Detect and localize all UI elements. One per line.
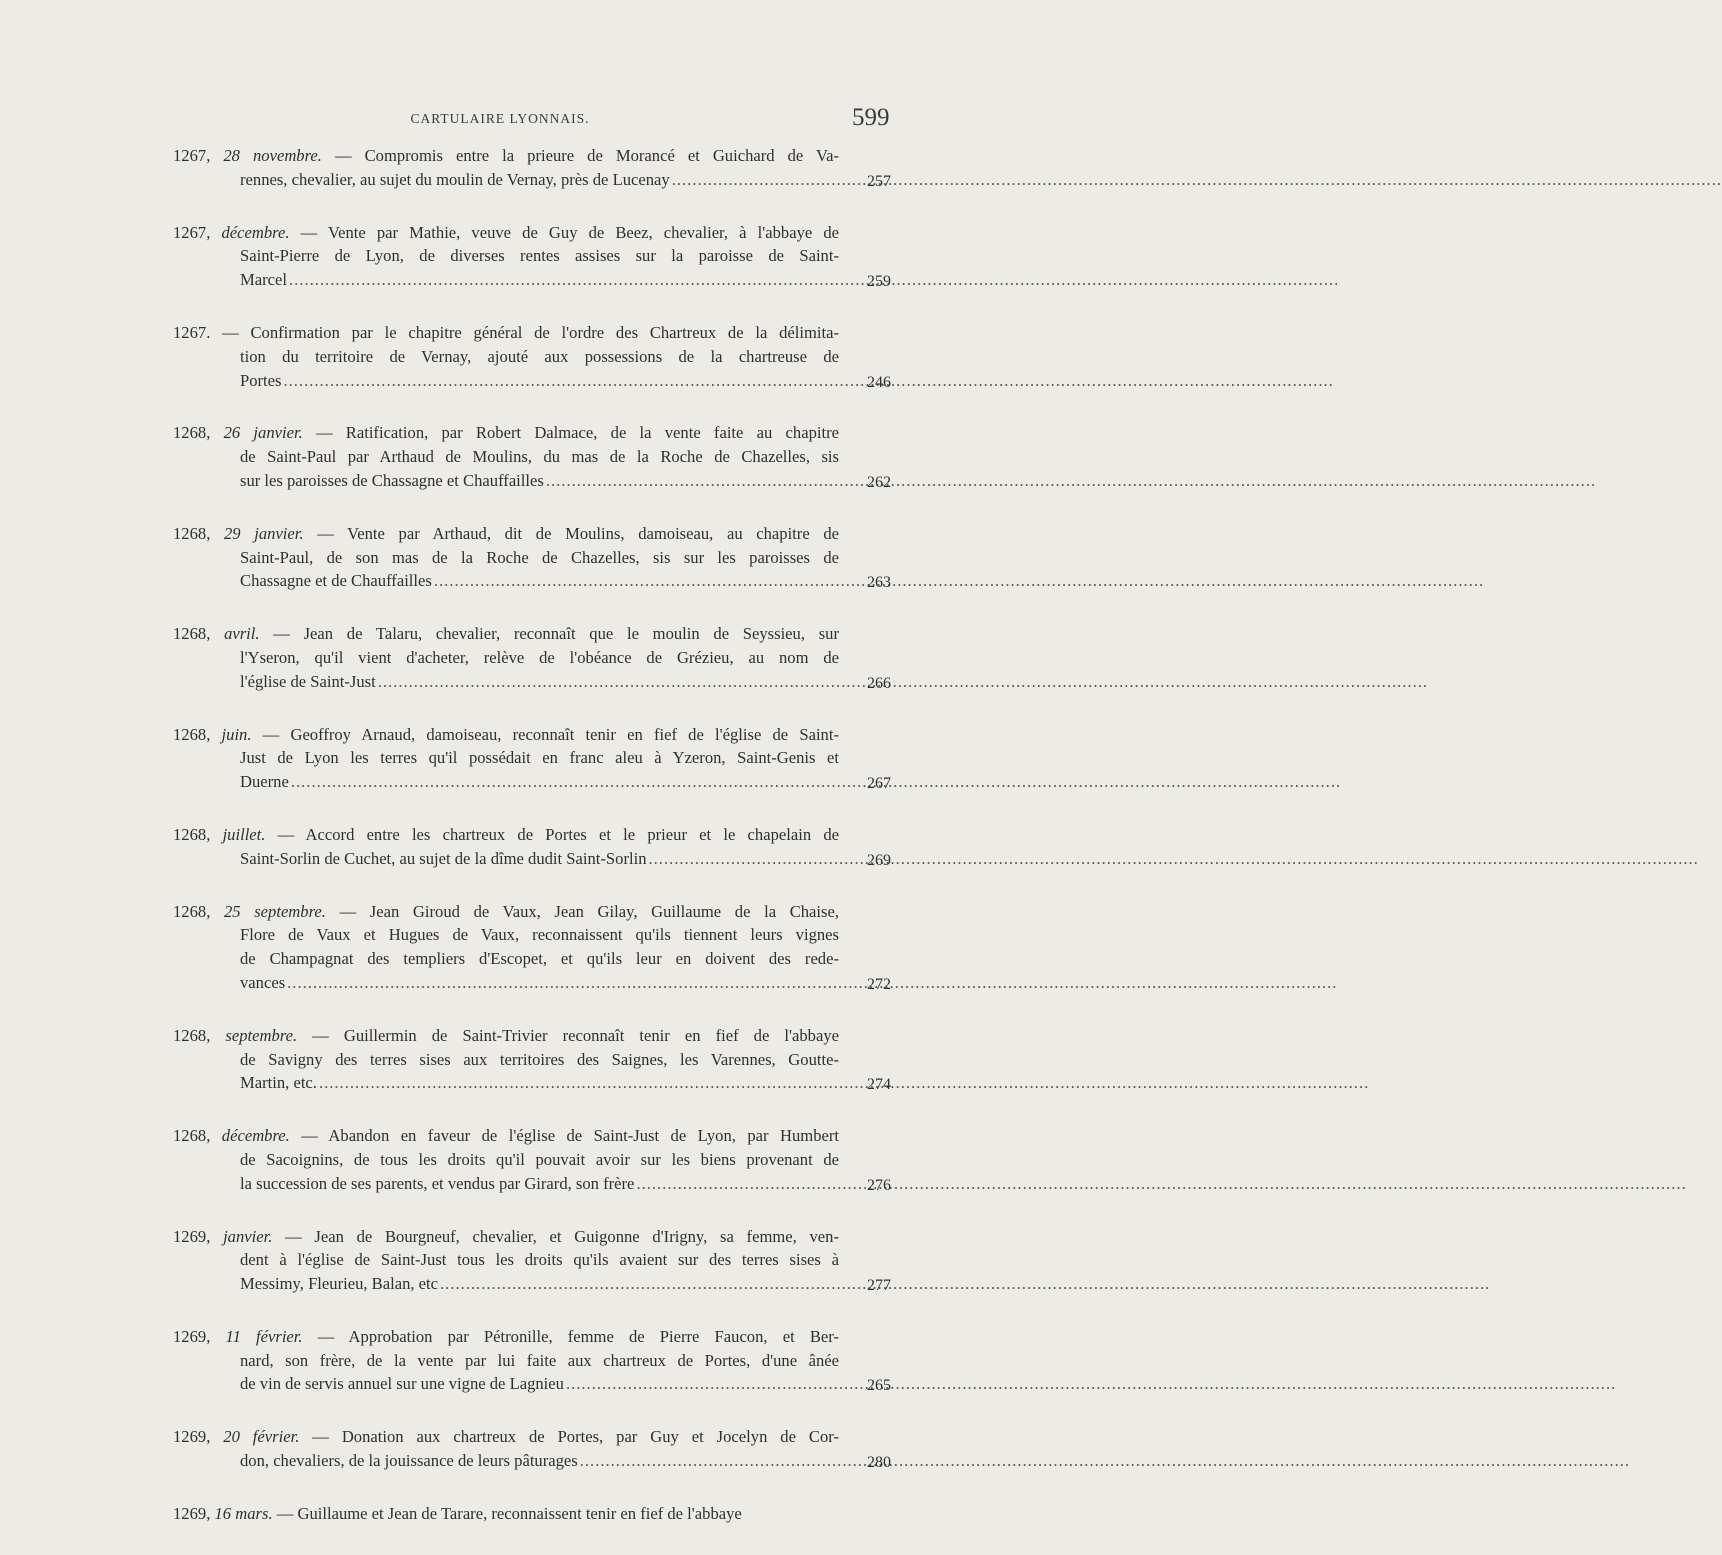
entry-date: avril. bbox=[224, 624, 260, 644]
entry-text bbox=[240, 746, 839, 770]
catalog-entry bbox=[173, 1325, 891, 1396]
entry-text bbox=[173, 1502, 742, 1526]
page-reference: 276 bbox=[867, 1176, 891, 1194]
entry-line-text: Saint-Paul, de son mas de la Roche de Chazelles, sis sur les paroisses de bbox=[240, 547, 839, 567]
entry-line bbox=[173, 723, 891, 747]
entry-text bbox=[173, 900, 839, 924]
entry-line-text: — Compromis entre la prieure de Morancé et Guichard de Va- bbox=[321, 146, 839, 165]
entry-text bbox=[240, 1449, 578, 1473]
entry-text bbox=[240, 770, 289, 794]
entry-line bbox=[173, 1071, 891, 1095]
entry-text bbox=[173, 1225, 839, 1249]
entry-line-text: de Sacoignins, de tous les droits qu'il pouvait avoir sur les biens provenant de bbox=[240, 1149, 839, 1169]
dot-leader bbox=[378, 670, 1428, 694]
dot-leader bbox=[546, 469, 1596, 493]
entry-date: 20 février. bbox=[223, 1427, 300, 1447]
entry-text bbox=[240, 168, 670, 192]
entry-line-text: Martin, etc. bbox=[240, 1073, 317, 1093]
entry-year: 1268, bbox=[173, 1126, 211, 1146]
entry-line-text: — Vente par Arthaud, dit de Moulins, damoiseau, au chapitre de bbox=[303, 523, 839, 543]
entry-year: 1269, bbox=[173, 1503, 211, 1523]
entry-line bbox=[173, 445, 891, 469]
entry-text bbox=[240, 1272, 438, 1296]
entry-year: 1268, bbox=[173, 423, 211, 443]
entry-line bbox=[173, 1172, 891, 1196]
entry-year: 1267. bbox=[173, 322, 211, 342]
entry-text bbox=[173, 321, 839, 345]
entry-line bbox=[173, 1425, 891, 1449]
entry-text bbox=[240, 1148, 839, 1172]
catalog-entry bbox=[173, 522, 891, 593]
entry-line-text: — Jean de Talaru, chevalier, reconnaît que le moulin de Seyssieu, sur bbox=[259, 624, 839, 644]
running-header: CARTULAIRE LYONNAIS. bbox=[410, 111, 590, 126]
entry-line bbox=[173, 469, 891, 493]
entry-line-text: Chassagne et de Chauffailles bbox=[240, 571, 432, 591]
entry-line bbox=[173, 1372, 891, 1396]
entry-line-text: l'église de Saint-Just bbox=[240, 671, 376, 691]
entry-line bbox=[173, 622, 891, 646]
entry-text bbox=[240, 244, 839, 268]
entry-line bbox=[173, 1225, 891, 1249]
page-reference: 257 bbox=[867, 172, 891, 190]
entry-text bbox=[173, 144, 839, 168]
entry-text bbox=[173, 622, 839, 646]
entry-line bbox=[173, 646, 891, 670]
entry-text bbox=[240, 1349, 839, 1373]
catalog-entry bbox=[173, 221, 891, 292]
entry-text bbox=[240, 947, 839, 971]
entry-line bbox=[173, 746, 891, 770]
entry-date: 16 mars. bbox=[214, 1503, 273, 1523]
entry-text bbox=[240, 569, 432, 593]
entry-date: 28 novembre. bbox=[223, 146, 322, 165]
dot-leader bbox=[289, 268, 1339, 292]
entry-line bbox=[173, 900, 891, 924]
dot-leader bbox=[672, 168, 1722, 192]
catalog-entry bbox=[173, 421, 891, 492]
entry-text bbox=[240, 1172, 634, 1196]
entry-line-text: — Jean Giroud de Vaux, Jean Gilay, Guillaume de la Chaise, bbox=[325, 901, 840, 921]
entry-line bbox=[173, 321, 891, 345]
dot-leader bbox=[287, 971, 1337, 995]
entry-text bbox=[173, 723, 839, 747]
dot-leader bbox=[566, 1372, 1616, 1396]
entry-year: 1268, bbox=[173, 624, 211, 644]
entry-line-text: Duerne bbox=[240, 772, 289, 792]
entry-line-text: — Geoffroy Arnaud, damoiseau, reconnaît tenir en fief de l'église de Saint- bbox=[251, 724, 839, 744]
page-reference: 263 bbox=[867, 574, 891, 592]
entry-line-text: dent à l'église de Saint-Just tous les droits qu'ils avaient sur des terres sises à bbox=[240, 1250, 839, 1270]
entry-line-text: nard, son frère, de la vente par lui faite aux chartreux de Portes, d'une ânée bbox=[240, 1350, 839, 1370]
entry-text bbox=[240, 469, 544, 493]
entry-year: 1269, bbox=[173, 1427, 211, 1447]
entry-date: 25 septembre. bbox=[223, 901, 326, 921]
dot-leader bbox=[649, 847, 1699, 871]
entry-year: 1268, bbox=[173, 1025, 211, 1045]
entry-year: 1269, bbox=[173, 1326, 211, 1346]
catalog-entry bbox=[173, 622, 891, 693]
entry-line-text: sur les paroisses de Chassagne et Chauffailles bbox=[240, 470, 544, 490]
entry-line bbox=[173, 770, 891, 794]
entry-text bbox=[240, 847, 647, 871]
entry-line bbox=[173, 1449, 891, 1473]
entry-line-text: Messimy, Fleurieu, Balan, etc bbox=[240, 1274, 439, 1294]
page-reference: 274 bbox=[867, 1076, 891, 1094]
entry-line-text: — Confirmation par le chapitre général de l'ordre des Chartreux de la délimita- bbox=[210, 322, 839, 342]
entry-line bbox=[173, 1502, 891, 1526]
entry-line bbox=[173, 1272, 891, 1296]
entry-line-text: tion du territoire de Vernay, ajouté aux possessions de la chartreuse de bbox=[240, 346, 839, 366]
dot-leader bbox=[636, 1172, 1686, 1196]
entry-line bbox=[173, 947, 891, 971]
entry-date: 29 janvier. bbox=[224, 523, 304, 543]
entry-line-text: — Guillaume et Jean de Tarare, reconnaissent tenir en fief de l'abbaye bbox=[272, 1503, 742, 1523]
entry-line bbox=[173, 546, 891, 570]
entry-line bbox=[173, 1248, 891, 1272]
entry-text bbox=[173, 421, 839, 445]
dot-leader bbox=[319, 1071, 1369, 1095]
entry-year: 1269, bbox=[173, 1226, 211, 1246]
entry-line bbox=[173, 971, 891, 995]
entry-line bbox=[173, 369, 891, 393]
entry-line bbox=[173, 345, 891, 369]
entry-line bbox=[173, 168, 891, 192]
entry-line-text: Saint-Pierre de Lyon, de diverses rentes assises sur la paroisse de Saint- bbox=[240, 246, 839, 266]
entry-line-text: Flore de Vaux et Hugues de Vaux, reconnaissent qu'ils tiennent leurs vignes bbox=[240, 925, 839, 945]
entry-year: 1268, bbox=[173, 724, 211, 744]
dot-leader bbox=[440, 1272, 1490, 1296]
entry-line-text: don, chevaliers, de la jouissance de leurs pâturages bbox=[240, 1451, 578, 1471]
entry-date: décembre. bbox=[221, 1126, 290, 1146]
entry-line bbox=[173, 1349, 891, 1373]
entry-line-text: vances bbox=[240, 972, 286, 992]
entry-line bbox=[173, 569, 891, 593]
entry-text bbox=[240, 1071, 317, 1095]
page-reference: 277 bbox=[867, 1277, 891, 1295]
entry-line-text: — Donation aux chartreux de Portes, par Guy et Jocelyn de Cor- bbox=[299, 1427, 839, 1447]
catalog-entry bbox=[173, 723, 891, 794]
entry-text bbox=[240, 1248, 839, 1272]
catalog-entry bbox=[173, 1024, 891, 1095]
entry-line-text: de Savigny des terres sises aux territoires des Saignes, les Varennes, Goutte- bbox=[240, 1049, 839, 1069]
entry-line bbox=[173, 1325, 891, 1349]
entry-line-text: Saint-Sorlin de Cuchet, au sujet de la dîme dudit Saint-Sorlin bbox=[240, 848, 647, 868]
catalog-entry bbox=[173, 900, 891, 995]
entry-line bbox=[173, 1048, 891, 1072]
entry-line bbox=[173, 823, 891, 847]
entry-text bbox=[173, 823, 839, 847]
page-reference: 267 bbox=[867, 775, 891, 793]
entry-text bbox=[173, 1325, 839, 1349]
entry-line-text: Portes bbox=[240, 370, 282, 390]
entry-line-text: — Vente par Mathie, veuve de Guy de Beez, chevalier, à l'abbaye de bbox=[289, 222, 839, 242]
entry-text bbox=[240, 670, 376, 694]
entry-line bbox=[173, 221, 891, 245]
catalog-entry bbox=[173, 1425, 891, 1473]
entry-date: janvier. bbox=[223, 1226, 273, 1246]
entry-line bbox=[173, 1148, 891, 1172]
entry-date: juillet. bbox=[222, 824, 266, 844]
entry-line-text: — Abandon en faveur de l'église de Saint-Just de Lyon, par Humbert bbox=[289, 1126, 839, 1146]
dot-leader bbox=[434, 569, 1484, 593]
entry-year: 1267, bbox=[173, 222, 211, 242]
entry-date: 11 février. bbox=[225, 1326, 303, 1346]
page-reference: 272 bbox=[867, 975, 891, 993]
entry-line bbox=[173, 670, 891, 694]
page-reference: 265 bbox=[867, 1377, 891, 1395]
entry-text bbox=[240, 445, 839, 469]
entry-text bbox=[173, 221, 839, 245]
entry-text bbox=[240, 369, 281, 393]
entry-line-text: — Approbation par Pétronille, femme de Pierre Faucon, et Ber- bbox=[302, 1326, 839, 1346]
entry-list bbox=[173, 144, 891, 1555]
entry-line bbox=[173, 1024, 891, 1048]
entry-text bbox=[173, 1425, 839, 1449]
entry-year: 1268, bbox=[173, 824, 211, 844]
entry-line-text: — Jean de Bourgneuf, chevalier, et Guigonne d'Irigny, sa femme, ven- bbox=[272, 1226, 839, 1246]
entry-line-text: de Saint-Paul par Arthaud de Moulins, du mas de la Roche de Chazelles, sis bbox=[240, 447, 839, 467]
entry-date: 26 janvier. bbox=[223, 423, 303, 443]
entry-text bbox=[173, 1124, 839, 1148]
page-reference: 269 bbox=[867, 851, 891, 869]
entry-line-text: Just de Lyon les terres qu'il possédait en franc aleu à Yzeron, Saint-Genis et bbox=[240, 748, 839, 768]
entry-line bbox=[173, 923, 891, 947]
entry-text bbox=[240, 1048, 839, 1072]
entry-text bbox=[240, 1372, 564, 1396]
page-number: 599 bbox=[852, 104, 890, 131]
catalog-entry bbox=[173, 1124, 891, 1195]
page-reference: 246 bbox=[867, 373, 891, 391]
entry-line-text: Marcel bbox=[240, 270, 287, 290]
entry-line-text: de Champagnat des templiers d'Escopet, et qu'ils leur en doivent des rede- bbox=[240, 949, 839, 969]
entry-text bbox=[240, 546, 839, 570]
entry-line bbox=[173, 847, 891, 871]
entry-date: juin. bbox=[221, 724, 252, 744]
entry-line-text: rennes, chevalier, au sujet du moulin de Vernay, près de Lucenay bbox=[240, 169, 670, 189]
catalog-entry bbox=[173, 321, 891, 392]
entry-line bbox=[173, 144, 891, 168]
entry-text bbox=[240, 971, 285, 995]
entry-date: décembre. bbox=[221, 222, 290, 242]
entry-year: 1268, bbox=[173, 901, 211, 921]
page-reference: 259 bbox=[867, 273, 891, 291]
page-reference: 262 bbox=[867, 473, 891, 491]
entry-text bbox=[173, 1024, 839, 1048]
entry-text bbox=[240, 923, 839, 947]
entry-text bbox=[240, 268, 287, 292]
dot-leader bbox=[283, 369, 1333, 393]
entry-line-text: — Accord entre les chartreux de Portes et le prieur et le chapelain de bbox=[265, 824, 839, 844]
entry-line bbox=[173, 1124, 891, 1148]
catalog-entry bbox=[173, 1502, 891, 1526]
entry-line-text: — Guillermin de Saint-Trivier reconnaît tenir en fief de l'abbaye bbox=[297, 1025, 839, 1045]
entry-line-text: l'Yseron, qu'il vient d'acheter, relève de l'obéance de Grézieu, au nom de bbox=[240, 647, 839, 667]
dot-leader bbox=[291, 770, 1341, 794]
catalog-entry bbox=[173, 144, 891, 192]
entry-line-text: de vin de servis annuel sur une vigne de Lagnieu bbox=[240, 1374, 564, 1394]
entry-line-text: la succession de ses parents, et vendus par Girard, son frère bbox=[240, 1173, 635, 1193]
page-reference: 280 bbox=[867, 1454, 891, 1472]
catalog-entry bbox=[173, 1225, 891, 1296]
entry-line bbox=[173, 244, 891, 268]
entry-text bbox=[173, 522, 839, 546]
catalog-entry bbox=[173, 823, 891, 871]
entry-line bbox=[173, 268, 891, 292]
entry-text bbox=[240, 345, 839, 369]
entry-text bbox=[240, 646, 839, 670]
entry-line bbox=[173, 522, 891, 546]
entry-year: 1268, bbox=[173, 523, 211, 543]
entry-line bbox=[173, 421, 891, 445]
page-reference: 266 bbox=[867, 674, 891, 692]
entry-year: 1267, bbox=[173, 146, 211, 165]
entry-date: septembre. bbox=[225, 1025, 298, 1045]
dot-leader bbox=[580, 1449, 1630, 1473]
entry-line-text: — Ratification, par Robert Dalmace, de la vente faite au chapitre bbox=[302, 423, 839, 443]
